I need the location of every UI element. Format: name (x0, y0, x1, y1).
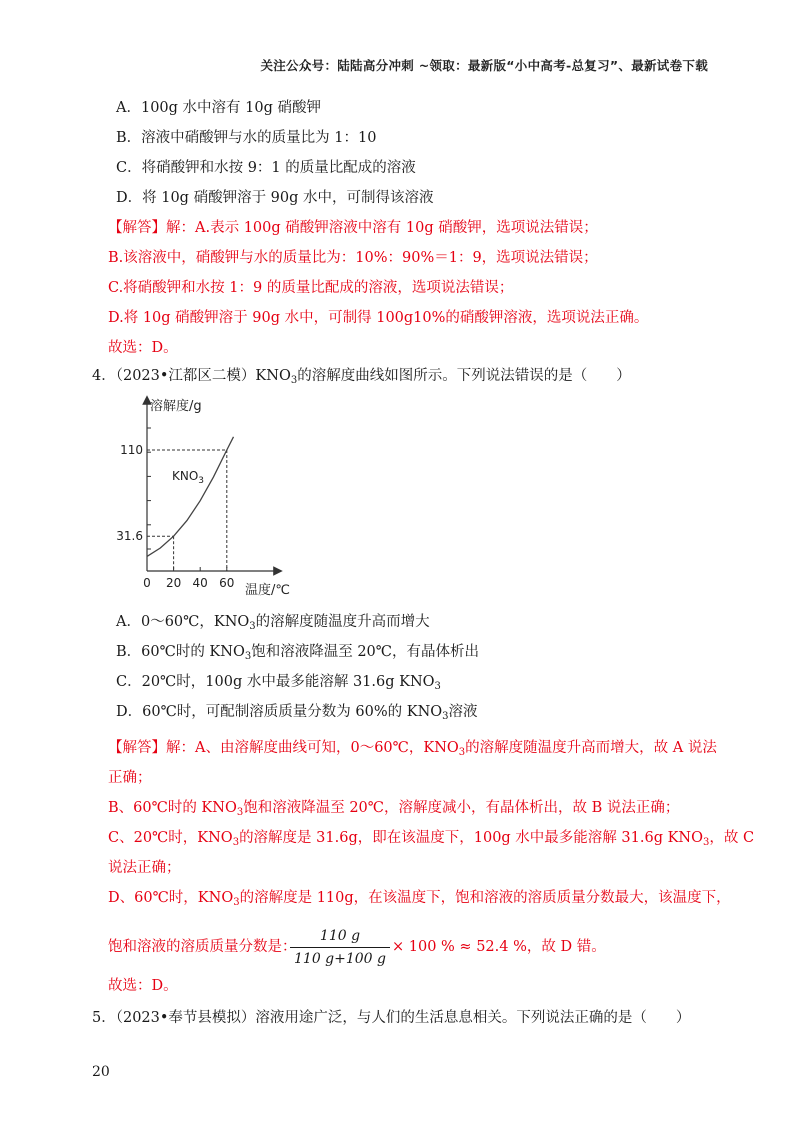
q3-answer-a: 【解答】解：A.表示 100g 硝酸钾溶液中溶有 10g 硝酸钾，选项说法错误； (108, 220, 598, 236)
q4-answer-d-line2-suffix: × 100 % ≈ 52.4 %，故 D 错。 (392, 939, 606, 955)
q4-answer-c-line1: C、20℃时，$KNO_3$的溶解度是 31.6g，即在该温度下，100g 水中最多能溶解 31.6g $KNO_3$，故 C (108, 830, 755, 848)
y-tick-label-31.6: 31.6 (116, 529, 143, 544)
q3-choice: 故选：D。 (108, 340, 178, 356)
mass-fraction-formula (290, 927, 390, 968)
fraction-denominator: 110 g+100 g (294, 951, 386, 967)
x-tick-label-60: 60 (219, 576, 235, 590)
page-number: 20 (92, 1064, 110, 1080)
curve-label: $KNO_3$ (172, 469, 205, 486)
q3-answer-d: D.将 10g 硝酸钾溶于 90g 水中，可制得 100g10%的硝酸钾溶液，选项说法正确。 (108, 310, 649, 326)
q4-option-a: A．0～60℃，$KNO_3$的溶解度随温度升高而增大 (116, 614, 430, 632)
x-tick-label-40: 40 (192, 576, 208, 590)
q3-answer-b: B.该溶液中，硝酸钾与水的质量比为：10%：90%＝1：9，选项说法错误； (108, 250, 598, 266)
y-axis-label: 溶解度/g (150, 399, 202, 414)
q4-option-b: B．60℃时的 $KNO_3$饱和溶液降温至 20℃，有晶体析出 (116, 644, 479, 662)
kno3-curve (147, 437, 234, 557)
q5-stem: 5．（2023•奉节县模拟）溶液用途广泛，与人们的生活息息相关。下列说法正确的是（ ） (92, 1010, 691, 1026)
q3-answer-c: C.将硝酸钾和水按 1：9 的质量比配成的溶液，选项说法错误； (108, 280, 514, 296)
q4-answer-d-line2-prefix: 饱和溶液的溶质质量分数是： (108, 939, 297, 955)
q3-option-b: B．溶液中硝酸钾与水的质量比为 1：10 (116, 130, 377, 146)
q4-choice: 故选：D。 (108, 978, 178, 994)
x-tick-label-20: 20 (165, 576, 182, 590)
fraction-numerator: 110 g (319, 928, 361, 944)
q4-option-c: C．20℃时，100g 水中最多能溶解 31.6g $KNO_3$ (116, 674, 441, 692)
q4-answer-d-line1: D、60℃时，$KNO_3$的溶解度是 110g，在该温度下，饱和溶液的溶质质量分数最大，该温度下， (108, 890, 731, 908)
q4-option-d: D．60℃时，可配制溶质质量分数为 60%的 $KNO_3$溶液 (116, 704, 478, 722)
q4-answer-a-line1: 【解答】解：A、由溶解度曲线可知，0～60℃，$KNO_3$的溶解度随温度升高而增大，故 A 说法 (108, 740, 717, 758)
y-tick-label-110: 110 (120, 443, 143, 457)
q4-stem: 4．（2023•江都区二模）$KNO_3$的溶解度曲线如图所示。下列说法错误的是（ ） (92, 368, 631, 386)
kno3-solubility-chart (110, 388, 300, 603)
q4-answer-c-line2: 说法正确； (108, 860, 181, 876)
q3-option-c: C．将硝酸钾和水按 9：1 的质量比配成的溶液 (116, 160, 416, 176)
fraction-bar (290, 947, 390, 948)
x-axis-label: 温度/℃ (245, 583, 290, 598)
q3-option-a: A．100g 水中溶有 10g 硝酸钾 (116, 100, 321, 116)
page-header: 关注公众号：陆陆高分冲刺 ~领取：最新版“小中高考-总复习”、最新试卷下载 (260, 58, 708, 73)
q4-answer-b: B、60℃时的 $KNO_3$饱和溶液降温至 20℃，溶解度减小，有晶体析出，故 B 说法正确； (108, 800, 680, 818)
q4-answer-a-line2: 正确； (108, 770, 152, 786)
q3-option-d: D．将 10g 硝酸钾溶于 90g 水中，可制得该溶液 (116, 190, 434, 206)
x-tick-label-0: 0 (143, 576, 151, 590)
